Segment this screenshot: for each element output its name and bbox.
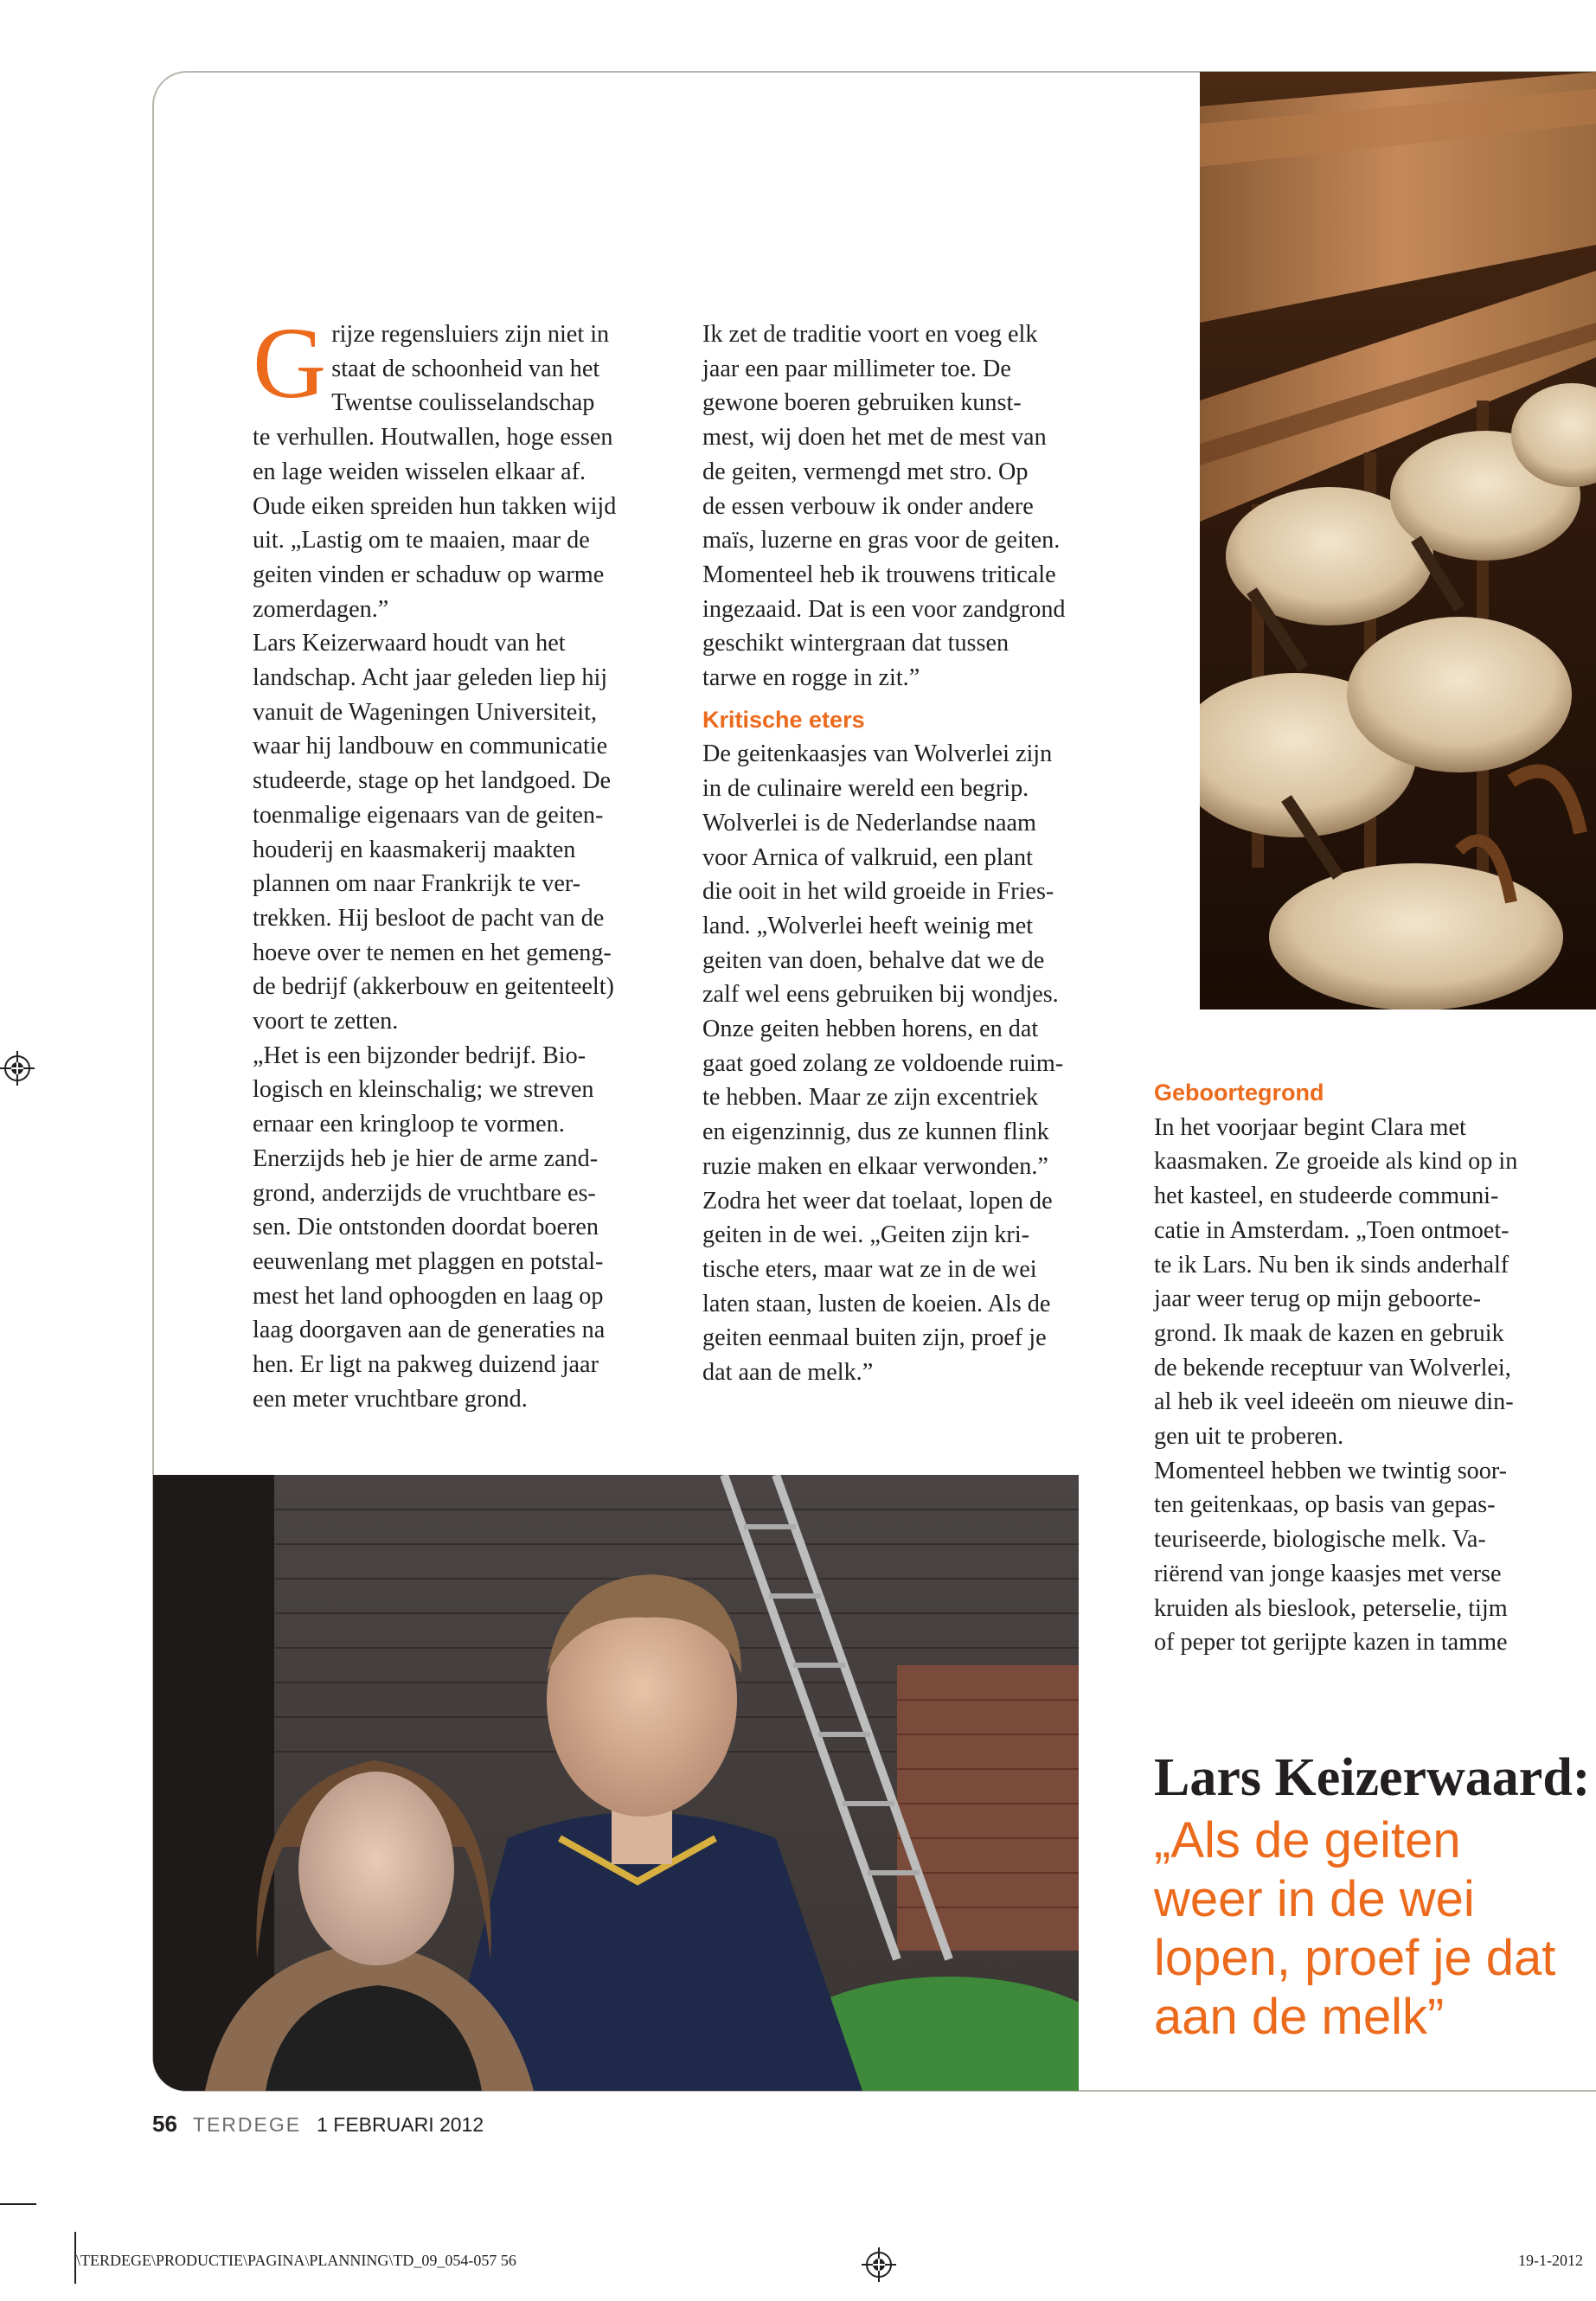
col1-line: logisch en kleinschalig; we streven	[253, 1076, 594, 1104]
col2-line: Onze geiten hebben horens, en dat	[702, 1016, 1039, 1043]
col3-line: jaar weer terug op mijn geboorte-	[1154, 1285, 1482, 1313]
col1-line: houderij en kaasmakerij maakten	[253, 836, 576, 863]
col2-line: laten staan, lusten de koeien. Als de	[702, 1290, 1051, 1317]
page-number: 56	[152, 2111, 177, 2137]
col1-line: studeerde, stage op het landgoed. De	[253, 767, 612, 795]
col1-line: Oude eiken spreiden hun takken wijd	[253, 492, 617, 520]
col2-line: te hebben. Maar ze zijn excentriek	[702, 1084, 1039, 1112]
col1-line: „Het is een bijzonder bedrijf. Bio-	[253, 1042, 586, 1069]
col2-line: voor Arnica of valkruid, een plant	[702, 843, 1033, 871]
pullquote-text	[1154, 1811, 1596, 2047]
col2-line: zalf wel eens gebruiken bij wondjes.	[702, 981, 1059, 1009]
col1-line: waar hij landbouw en communicatie	[253, 733, 608, 760]
col3-line: grond. Ik maak de kazen en gebruik	[1154, 1319, 1504, 1347]
col2-line: in de culinaire wereld een begrip.	[702, 775, 1029, 803]
col1-line: Twentse coulisselandschap	[331, 389, 595, 417]
col1-line: trekken. Hij besloot de pacht van de	[253, 904, 605, 932]
col1-line: een meter vruchtbare grond.	[253, 1385, 528, 1413]
col2-line: mest, wij doen het met de mest van	[702, 424, 1047, 452]
col2-line: en eigenzinnig, dus ze kunnen flink	[702, 1118, 1049, 1146]
col2-line: land. „Wolverlei heeft weinig met	[702, 912, 1034, 939]
drop-cap: G	[253, 306, 327, 420]
goats-feeding-photo	[1200, 72, 1596, 1009]
col1-line: laag doorgaven aan de generaties na	[253, 1317, 606, 1344]
col2-line: die ooit in het wild groeide in Fries-	[702, 878, 1054, 906]
col2-line: jaar een paar millimeter toe. De	[702, 355, 1011, 382]
col3-line: het kasteel, en studeerde communi-	[1154, 1183, 1499, 1210]
pullquote-line: weer in de wei	[1154, 1871, 1475, 1927]
col2-line: Zodra het weer dat toelaat, lopen de	[702, 1187, 1053, 1215]
article-column-2	[702, 317, 1135, 1390]
col1-line: ernaar een kringloop te vormen.	[253, 1111, 565, 1138]
col2-line: gaat goed zolang ze voldoende ruim-	[702, 1049, 1064, 1077]
col1-line: plannen om naar Frankrijk te ver-	[253, 870, 581, 898]
col3-line: riërend van jonge kaasjes met verse	[1154, 1560, 1502, 1587]
col3-line: of peper tot gerijpte kazen in tamme	[1154, 1629, 1508, 1657]
crop-mark-horizontal	[0, 2203, 36, 2205]
col2-line: Momenteel heb ik trouwens triticale	[702, 561, 1056, 588]
col1-line: de bedrijf (akkerbouw en geitenteelt)	[253, 973, 614, 1001]
col2-line: dat aan de melk.”	[702, 1359, 874, 1387]
col1-line: zomerdagen.”	[253, 595, 389, 623]
col1-line: Lars Keizerwaard houdt van het	[253, 630, 566, 657]
col3-line: gen uit te proberen.	[1154, 1423, 1344, 1451]
col1-line: te verhullen. Houtwallen, hoge essen	[253, 424, 613, 452]
col1-line: hoeve over te nemen en het gemeng-	[253, 939, 612, 966]
registration-mark-left-icon	[0, 1051, 35, 1086]
col1-line: hen. Er ligt na pakweg duizend jaar	[253, 1351, 599, 1379]
col3-line: In het voorjaar begint Clara met	[1154, 1113, 1466, 1141]
col1-line: grond, anderzijds de vruchtbare es-	[253, 1179, 596, 1207]
col2-line: tarwe en rogge in zit.”	[702, 664, 920, 692]
col1-line: vanuit de Wageningen Universiteit,	[253, 698, 597, 726]
col3-line: Momenteel hebben we twintig soor-	[1154, 1457, 1508, 1484]
col2-line: gewone boeren gebruiken kunst-	[702, 389, 1022, 417]
col3-line: ten geitenkaas, op basis van gepas-	[1154, 1491, 1496, 1519]
col2-line: geiten eenmaal buiten zijn, proef je	[702, 1324, 1047, 1352]
col1-line: landschap. Acht jaar geleden liep hij	[253, 664, 608, 692]
col2-line: geiten in de wei. „Geiten zijn kri-	[702, 1221, 1030, 1249]
col2-line: de geiten, vermengd met stro. Op	[702, 458, 1029, 485]
col2-line: geiten van doen, behalve dat we de	[702, 946, 1045, 974]
col2-line: geschikt wintergraan dat tussen	[702, 630, 1010, 657]
col2-line: ingezaaid. Dat is een voor zandgrond	[702, 595, 1066, 623]
slug-date: 19-1-2012	[1518, 2252, 1583, 2269]
col3-line: de bekende receptuur van Wolverlei,	[1154, 1354, 1511, 1381]
col1-line: en lage weiden wisselen elkaar af.	[253, 458, 586, 485]
issue-date: 1 FEBRUARI 2012	[317, 2113, 484, 2136]
slug-path: \TERDEGE\PRODUCTIE\PAGINA\PLANNING\TD_09_054-057 56	[76, 2252, 516, 2269]
col1-line: eeuwenlang met plaggen en potstal-	[253, 1247, 604, 1275]
magazine-name: TERDEGE	[192, 2113, 302, 2136]
col1-line: mest het land ophoogden en laag op	[253, 1282, 604, 1310]
col1-line: geiten vinden er schaduw op warme	[253, 561, 605, 588]
subhead-geboortegrond: Geboortegrond	[1154, 1080, 1324, 1106]
subhead-kritische-eters: Kritische eters	[702, 706, 865, 733]
col2-line: tische eters, maar wat ze in de wei	[702, 1255, 1037, 1283]
col3-line: kaasmaken. Ze groeide als kind op in	[1154, 1148, 1518, 1176]
col3-line: teuriseerde, biologische melk. Va-	[1154, 1526, 1486, 1554]
article-column-1	[253, 306, 676, 1417]
col1-line: staat de schoonheid van het	[331, 355, 600, 382]
col1-line: sen. Die ontstonden doordat boeren	[253, 1214, 599, 1241]
page-folio	[152, 2111, 484, 2138]
col3-line: te ik Lars. Nu ben ik sinds anderhalf	[1154, 1251, 1509, 1279]
col2-line: De geitenkaasjes van Wolverlei zijn	[702, 740, 1053, 768]
col2-line: ruzie maken en elkaar verwonden.”	[702, 1152, 1048, 1180]
col2-line: de essen verbouw ik onder andere	[702, 492, 1034, 520]
registration-mark-bottom-icon	[862, 2247, 896, 2282]
col3-line: catie in Amsterdam. „Toen ontmoet-	[1154, 1216, 1509, 1244]
col2-line: maïs, luzerne en gras voor de geiten.	[702, 527, 1061, 554]
couple-portrait-photo	[153, 1475, 1079, 2091]
col2-line: Wolverlei is de Nederlandse naam	[702, 809, 1036, 836]
pullquote-line: aan de melk”	[1154, 1989, 1445, 2045]
pullquote-name: Lars Keizerwaard:	[1154, 1748, 1591, 1807]
crop-mark-vertical	[74, 2232, 76, 2284]
col3-line: al heb ik veel ideeën om nieuwe din-	[1154, 1388, 1514, 1416]
col1-line: toenmalige eigenaars van de geiten-	[253, 801, 604, 829]
col3-line: kruiden als bieslook, peterselie, tijm	[1154, 1594, 1508, 1622]
pullquote-line: „Als de geiten	[1154, 1812, 1461, 1868]
col1-line: voort te zetten.	[253, 1008, 399, 1035]
article-column-3	[1154, 1076, 1595, 1660]
col1-line: uit. „Lastig om te maaien, maar de	[253, 527, 590, 554]
col1-line: rijze regensluiers zijn niet in	[331, 321, 610, 348]
pullquote-line: lopen, proef je dat	[1154, 1930, 1556, 1986]
col1-line: Enerzijds heb je hier de arme zand-	[253, 1144, 599, 1172]
col2-line: Ik zet de traditie voort en voeg elk	[702, 321, 1038, 348]
